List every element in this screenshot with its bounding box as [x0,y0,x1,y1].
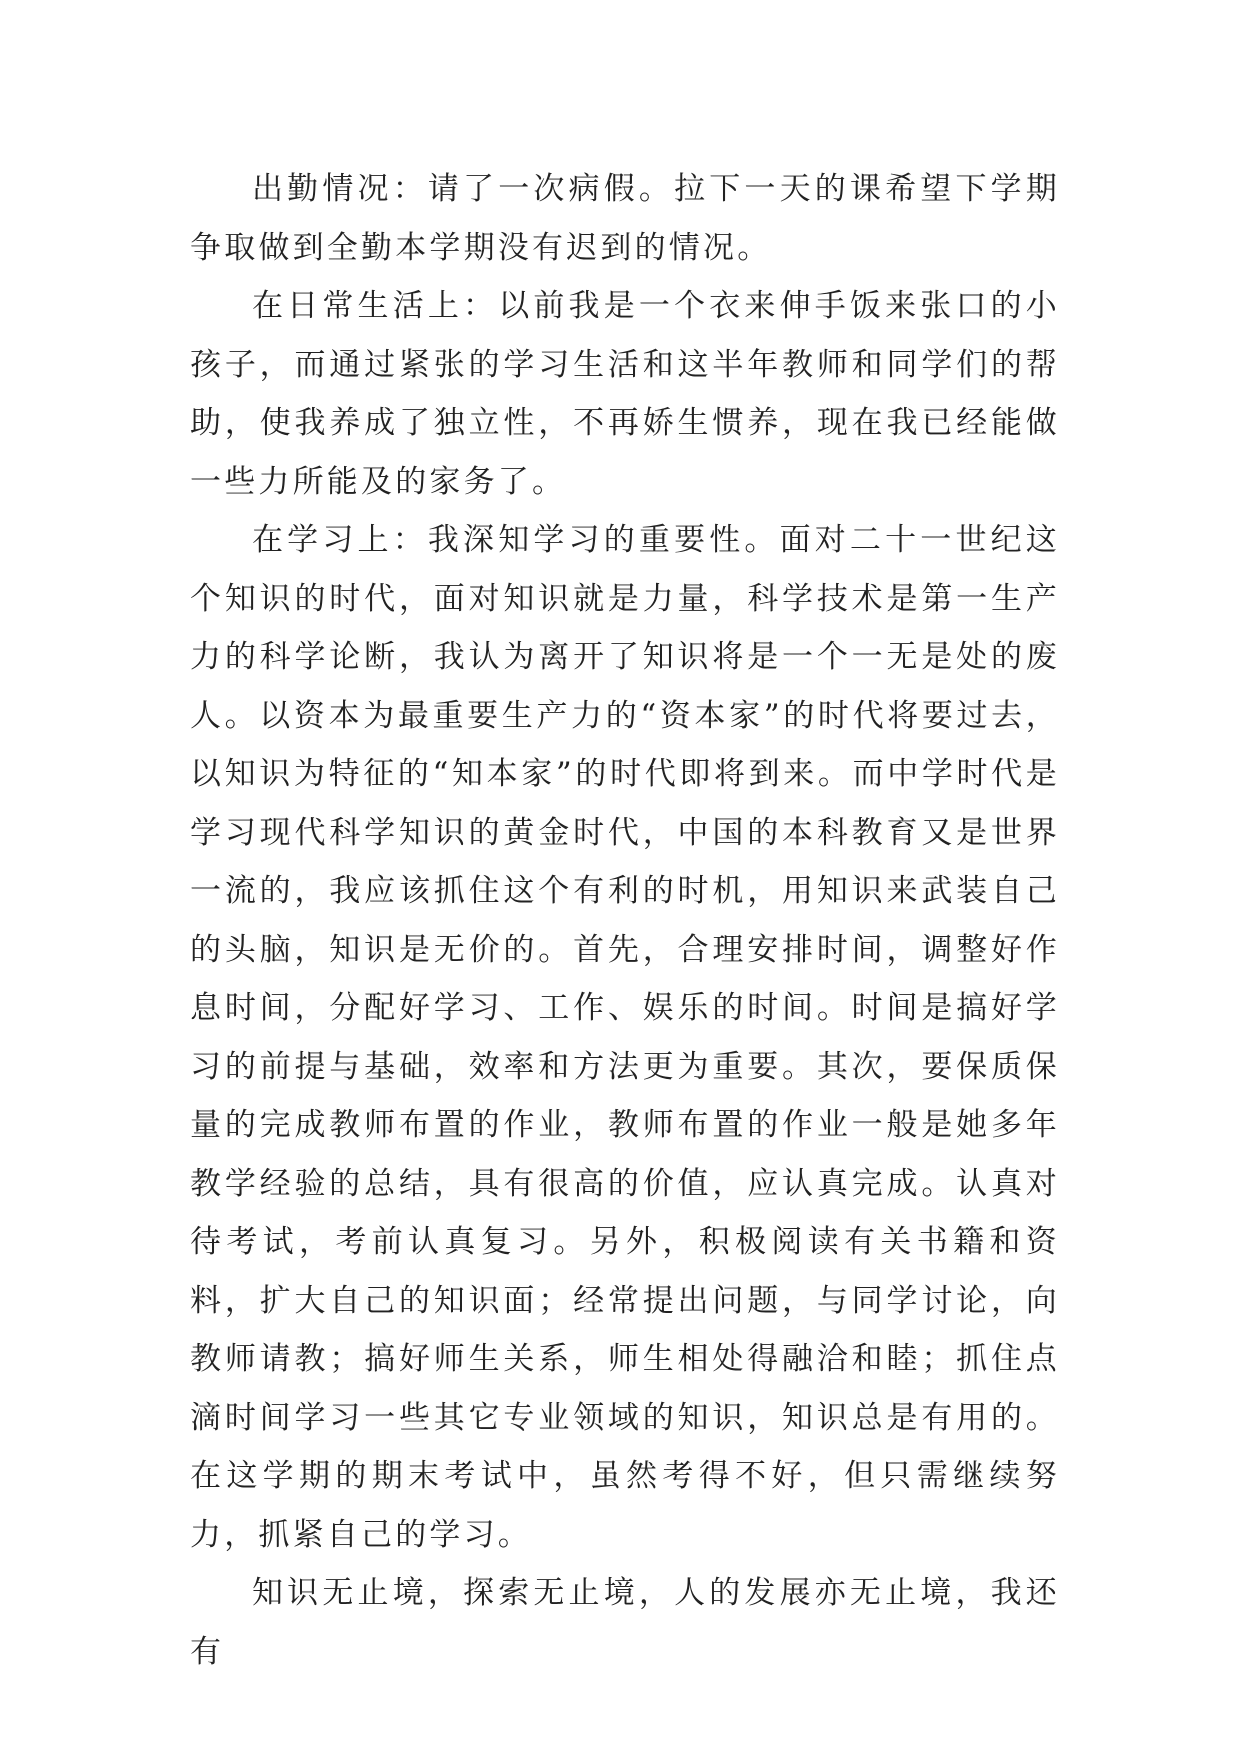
body-text [190,160,1060,1681]
paragraph-conclusion: 知识无止境，探索无止境，人的发展亦无止境，我还有 [190,1575,1060,1670]
paragraph-daily-life: 在日常生活上：以前我是一个衣来伸手饭来张口的小孩子，而通过紧张的学习生活和这半年教师和同学们的帮助，使我养成了独立性，不再娇生惯养，现在我已经能做一些力所能及的家务了。 [190,288,1060,500]
paragraph-study: 在学习上：我深知学习的重要性。面对二十一世纪这个知识的时代，面对知识就是力量，科学技术是第一生产力的科学论断，我认为离开了知识将是一个一无是处的废人。以资本为最重要生产力的“资本家”的时代将要过去，以知识为特征的“知本家”的时代即将到来。而中学时代是学习现代科学知识的黄金时代，中国的本科教育又是世界一流的，我应该抓住这个有利的时机，用知识来武装自己的头脑，知识是无价的。首先，合理安排时间，调整好作息时间，分配好学习、工作、娱乐的时间。时间是搞好学习的前提与基础，效率和方法更为重要。其次，要保质保量的完成教师布置的作业，教师布置的作业一般是她多年教学经验的总结，具有很高的价值，应认真完成。认真对待考试，考前认真复习。另外，积极阅读有关书籍和资料，扩大自己的知识面；经常提出问题，与同学讨论，向教师请教；搞好师生关系，师生相处得融洽和睦；抓住点滴时间学习一些其它专业领域的知识，知识总是有用的。在这学期的期末考试中，虽然考得不好，但只需继续努力，抓紧自己的学习。 [190,522,1060,1553]
paragraph-attendance: 出勤情况：请了一次病假。拉下一天的课希望下学期争取做到全勤本学期没有迟到的情况。 [190,171,1060,266]
